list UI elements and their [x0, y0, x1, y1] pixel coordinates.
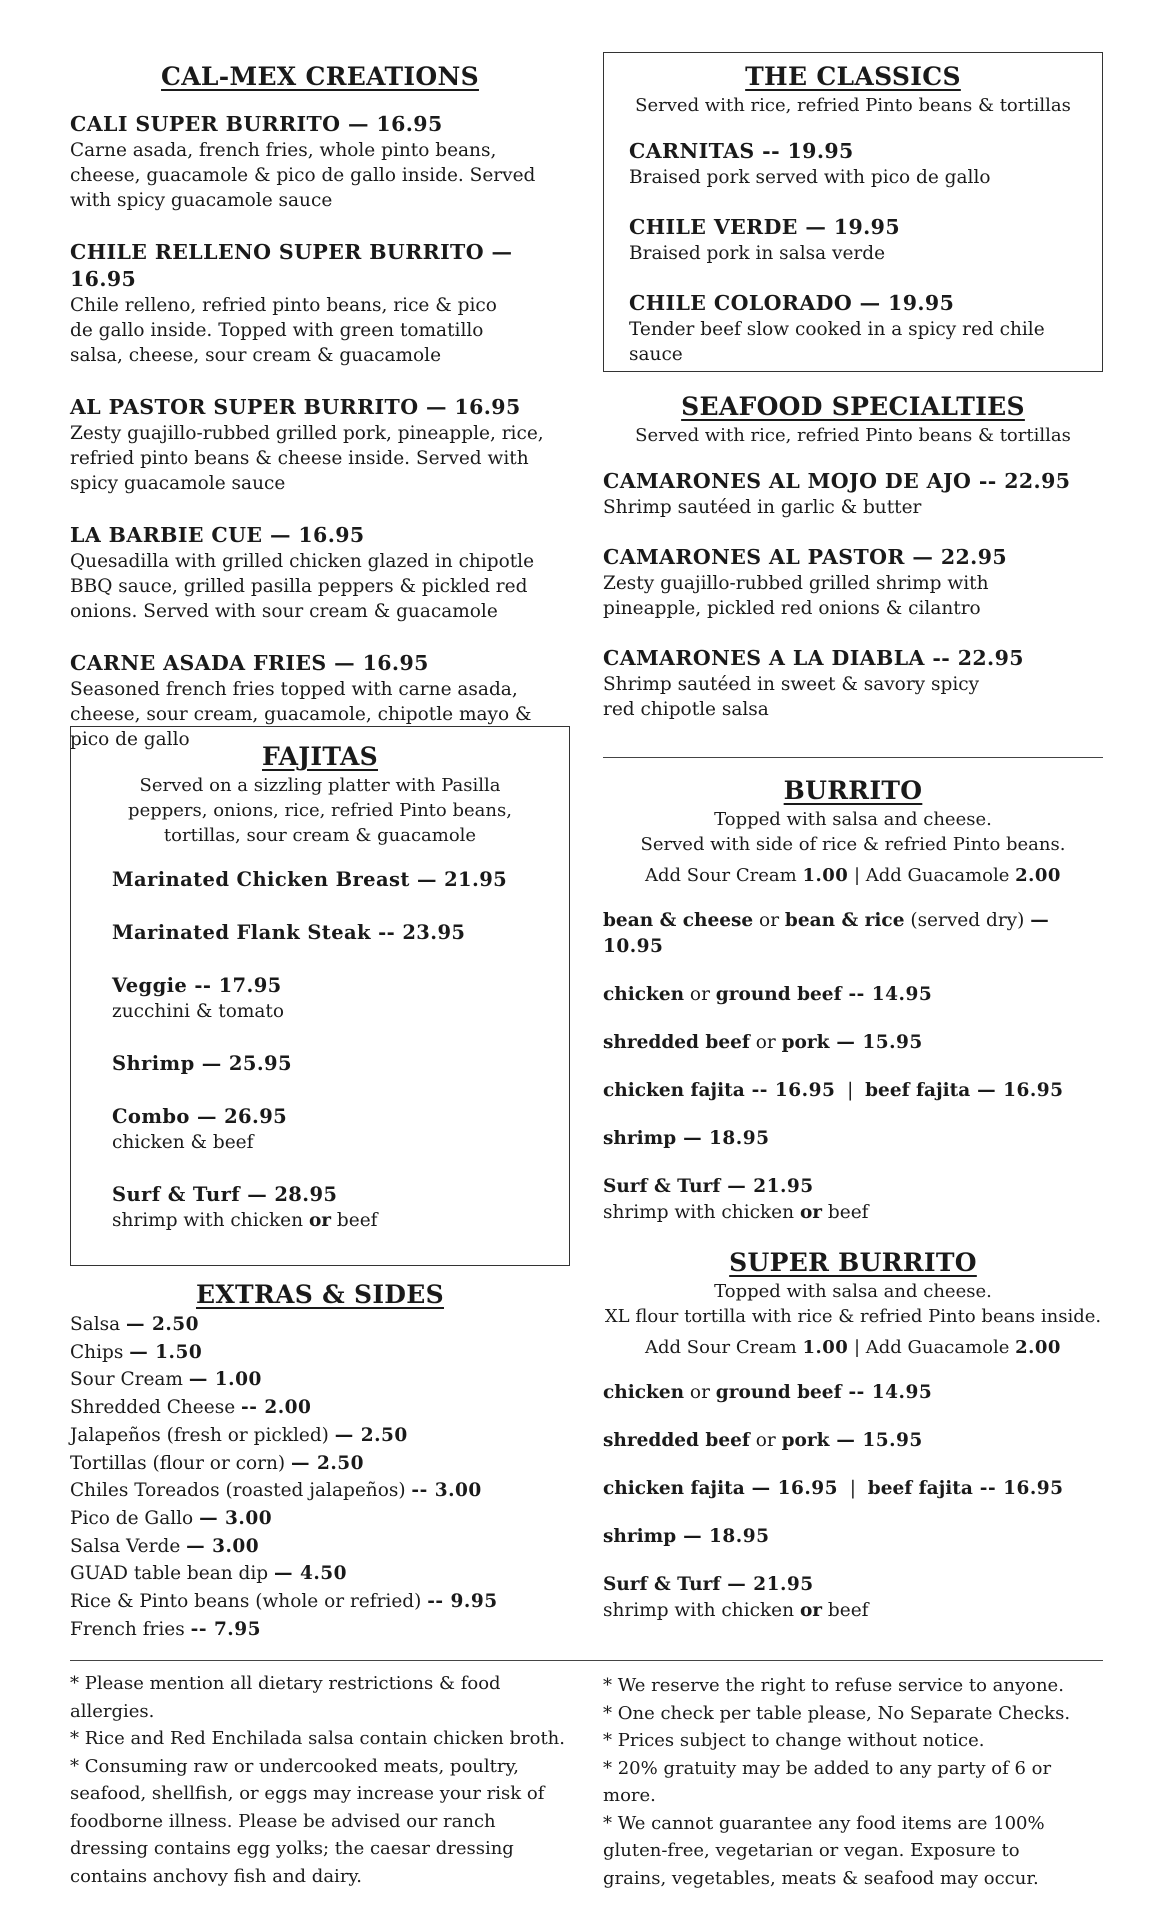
side-item — [70, 1505, 570, 1533]
side-item — [70, 1311, 570, 1339]
addon-label: Add Sour Cream — [645, 1337, 803, 1358]
row-note: (served dry) — [904, 910, 1031, 931]
item-desc: Shrimp sautéed in sweet & savory spicy red chipotle salsa — [603, 674, 980, 720]
row-label: shredded beef — [603, 1430, 750, 1451]
row-label: bean & cheese — [603, 910, 754, 931]
footer-note: * One check per table please, No Separate Checks. — [603, 1702, 1071, 1724]
row-label: Surf & Turf — [603, 1176, 721, 1197]
item-desc: Seasoned french fries topped with carne asada, cheese, sour cream, guacamole, chipotle mayo & pico de gallo — [70, 679, 532, 750]
fajita-item — [112, 972, 570, 1024]
desc-text: beef — [331, 1210, 378, 1231]
menu-item — [603, 544, 1103, 621]
divider-footer — [70, 1660, 1103, 1661]
item-title: CHILE VERDE — 19.95 — [629, 215, 900, 239]
side-name: Chiles Toreados (roasted jalapeños) — [70, 1480, 412, 1502]
row-price: — 15.95 — [829, 1430, 923, 1451]
row-sep: or — [749, 1430, 782, 1451]
side-price: — 2.50 — [126, 1314, 200, 1335]
row-price: — 10.95 — [603, 910, 1050, 957]
addon-price: 1.00 — [802, 1337, 849, 1358]
item-desc: Carne asada, french fries, whole pinto beans, cheese, guacamole & pico de gallo inside. Served with spicy guacamole sauce — [70, 140, 536, 211]
addon-price: 2.00 — [1015, 865, 1061, 886]
fajitas-title: FAJITAS — [262, 742, 378, 771]
item-title: CALI SUPER BURRITO — 16.95 — [70, 112, 443, 136]
item-desc: chicken & beef — [112, 1132, 254, 1153]
side-price: — 1.50 — [129, 1341, 203, 1363]
super-sub1: Topped with salsa and cheese. — [714, 1281, 992, 1302]
super-addons — [603, 1335, 1103, 1360]
item-desc — [112, 1208, 570, 1233]
item-title: LA BARBIE CUE — 16.95 — [70, 523, 365, 547]
item-title: CARNE ASADA FRIES — 16.95 — [70, 651, 429, 675]
side-item — [70, 1616, 570, 1644]
side-item — [70, 1477, 570, 1505]
burrito-row — [603, 1078, 1103, 1104]
row-price: -- 16.95 — [972, 1478, 1064, 1499]
footer-left-notes — [70, 1670, 570, 1890]
side-price: — 2.50 — [334, 1424, 408, 1446]
menu-item — [629, 138, 1103, 190]
seafood-title: SEAFOOD SPECIALTIES — [681, 392, 1025, 421]
burrito-title: BURRITO — [783, 776, 923, 805]
footer-note: * 20% gratuity may be added to any party of 6 or more. — [603, 1757, 1052, 1806]
burrito-row — [603, 1030, 1103, 1056]
super-row — [603, 1572, 1103, 1598]
side-price: — 4.50 — [274, 1563, 348, 1585]
super-burrito-section — [603, 1248, 1103, 1624]
burrito-row — [603, 908, 1103, 960]
menu-item — [70, 394, 570, 496]
menu-item — [603, 468, 1103, 520]
side-item — [70, 1422, 570, 1450]
row-sep: or — [753, 910, 785, 931]
item-title: Marinated Flank Steak -- 23.95 — [112, 921, 466, 944]
row-label: shrimp — [603, 1128, 677, 1149]
row-label: chicken fajita — [603, 1478, 745, 1499]
row-sep: | — [835, 1080, 866, 1101]
super-row-desc — [603, 1598, 1103, 1624]
menu-item — [70, 111, 570, 213]
super-row — [603, 1476, 1103, 1502]
side-item — [70, 1588, 570, 1616]
footer-note: * We reserve the right to refuse service to anyone. — [603, 1675, 1064, 1696]
side-item — [70, 1533, 570, 1561]
menu-item — [629, 214, 1103, 266]
row-price: -- 16.95 — [744, 1080, 836, 1101]
row-label: chicken fajita — [603, 1080, 745, 1101]
side-item — [70, 1394, 570, 1422]
desc-text: shrimp with chicken — [603, 1202, 800, 1223]
side-name: Pico de Gallo — [70, 1507, 200, 1529]
item-title: CAMARONES AL PASTOR — 22.95 — [603, 545, 1008, 569]
side-name: GUAD table bean dip — [70, 1563, 275, 1585]
item-desc: Braised pork in salsa verde — [629, 243, 886, 264]
item-desc: zucchini & tomato — [112, 1001, 284, 1022]
addon-label: | Add Guacamole — [848, 865, 1016, 886]
fajitas-section — [70, 742, 570, 1233]
side-name: Salsa — [70, 1314, 127, 1335]
side-item — [70, 1560, 570, 1588]
side-name: Sour Cream — [70, 1369, 189, 1391]
fajita-item — [112, 919, 570, 946]
row-label: chicken — [603, 984, 685, 1005]
side-name: Tortillas (flour or corn) — [70, 1452, 292, 1474]
desc-or: or — [308, 1210, 332, 1231]
row-sep: or — [749, 1032, 782, 1053]
side-name: French fries — [70, 1618, 191, 1640]
row-price: — 18.95 — [676, 1526, 770, 1547]
item-desc: Zesty guajillo-rubbed grilled pork, pineapple, rice, refried pinto beans & cheese inside. Served with spicy guacamole sauce — [70, 423, 544, 494]
burrito-addons — [603, 863, 1103, 888]
row-price: — 21.95 — [720, 1176, 814, 1197]
footer-note: * We cannot guarantee any food items are 100% gluten-free, vegetarian or vegan. Exposure to grains, vegetables, meats & seafood may occur. — [603, 1812, 1045, 1889]
side-name: Jalapeños (fresh or pickled) — [70, 1424, 335, 1446]
item-title: CHILE COLORADO — 19.95 — [629, 291, 955, 315]
side-price: — 3.00 — [186, 1535, 260, 1557]
row-label: shredded beef — [603, 1032, 750, 1053]
row-label: Surf & Turf — [603, 1574, 721, 1595]
menu-item — [70, 650, 570, 752]
item-desc: Quesadilla with grilled chicken glazed in chipotle BBQ sauce, grilled pasilla peppers & pickled red onions. Served with sour cream & guacamole — [70, 551, 535, 622]
item-title: CAMARONES A LA DIABLA -- 22.95 — [603, 646, 1024, 670]
desc-text: shrimp with chicken — [112, 1210, 309, 1231]
row-label: pork — [781, 1032, 830, 1053]
menu-item — [629, 290, 1103, 367]
super-row — [603, 1524, 1103, 1550]
desc-or: or — [799, 1202, 823, 1223]
row-label: beef fajita — [867, 1478, 973, 1499]
addon-label: Add Sour Cream — [645, 865, 803, 886]
row-price: -- 14.95 — [841, 984, 933, 1005]
row-label: ground beef — [715, 1382, 842, 1403]
item-title: Marinated Chicken Breast — 21.95 — [112, 868, 508, 891]
item-desc: Chile relleno, refried pinto beans, rice & pico de gallo inside. Topped with green tomatillo salsa, cheese, sour cream & guacamole — [70, 295, 497, 366]
row-price: — 16.95 — [744, 1478, 838, 1499]
extras-title: EXTRAS & SIDES — [196, 1280, 444, 1309]
menu-item — [70, 522, 570, 624]
footer-note: * Rice and Red Enchilada salsa contain chicken broth. — [70, 1728, 565, 1749]
item-title: Surf & Turf — 28.95 — [112, 1183, 338, 1206]
side-price: -- 3.00 — [411, 1480, 482, 1502]
side-price: -- 9.95 — [427, 1591, 498, 1613]
burrito-row — [603, 1174, 1103, 1200]
row-label: chicken — [603, 1382, 685, 1403]
burrito-sub1: Topped with salsa and cheese. — [714, 809, 992, 830]
footer-note: * Please mention all dietary restrictions & food allergies. — [70, 1673, 501, 1722]
side-name: Rice & Pinto beans (whole or refried) — [70, 1591, 428, 1613]
row-price: — 16.95 — [970, 1080, 1064, 1101]
item-title: CAMARONES AL MOJO DE AJO -- 22.95 — [603, 469, 1071, 493]
super-burrito-title: SUPER BURRITO — [729, 1248, 977, 1277]
footer-note: * Consuming raw or undercooked meats, poultry, seafood, shellfish, or eggs may increase your risk of foodborne illness. Please be advised our ranch dressing contains egg yolks; the caesar dressing contains anchovy fish and dairy. — [70, 1755, 545, 1887]
item-title: Veggie -- 17.95 — [112, 974, 282, 997]
item-title: Shrimp — 25.95 — [112, 1052, 292, 1075]
divider-right-upper — [603, 757, 1103, 758]
row-label: pork — [781, 1430, 830, 1451]
burrito-row — [603, 1126, 1103, 1152]
item-desc: Zesty guajillo-rubbed grilled shrimp with pineapple, pickled red onions & cilantro — [603, 573, 989, 619]
desc-text: beef — [822, 1600, 869, 1621]
fajita-item — [112, 1050, 570, 1077]
super-row — [603, 1380, 1103, 1406]
row-price: — 18.95 — [676, 1128, 770, 1149]
menu-item — [70, 239, 570, 368]
row-label: bean & rice — [784, 910, 905, 931]
side-price: — 2.50 — [291, 1452, 365, 1474]
row-price: -- 14.95 — [841, 1382, 933, 1403]
fajitas-subtitle: Served on a sizzling platter with Pasilla peppers, onions, rice, refried Pinto beans, tortillas, sour cream & guacamole — [128, 775, 512, 846]
footer-note: * Prices subject to change without notice. — [603, 1730, 985, 1751]
row-label: shrimp — [603, 1526, 677, 1547]
addon-price: 1.00 — [802, 865, 849, 886]
classics-section — [603, 62, 1103, 367]
side-price: -- 7.95 — [190, 1618, 261, 1640]
item-title: Combo — 26.95 — [112, 1105, 288, 1128]
item-title: CHILE RELLENO SUPER BURRITO — 16.95 — [70, 240, 513, 291]
footer-right-notes — [603, 1672, 1103, 1892]
row-sep: | — [838, 1478, 868, 1499]
burrito-row-desc — [603, 1200, 1103, 1226]
fajita-item — [112, 1181, 570, 1233]
row-label: ground beef — [715, 984, 842, 1005]
row-sep: or — [684, 1382, 716, 1403]
burrito-sub2: Served with side of rice & refried Pinto beans. — [640, 834, 1066, 855]
fajita-item — [112, 1103, 570, 1155]
item-title: CARNITAS -- 19.95 — [629, 139, 854, 163]
item-desc: Tender beef slow cooked in a spicy red chile sauce — [629, 319, 1045, 365]
seafood-section — [603, 392, 1103, 722]
row-price: — 21.95 — [720, 1574, 814, 1595]
calmex-section — [70, 62, 570, 778]
side-item — [70, 1450, 570, 1478]
row-label: beef fajita — [865, 1080, 971, 1101]
side-item — [70, 1366, 570, 1394]
burrito-row — [603, 982, 1103, 1008]
side-item — [70, 1339, 570, 1367]
fajita-item — [112, 866, 570, 893]
desc-or: or — [799, 1600, 823, 1621]
menu-item — [603, 645, 1103, 722]
classics-subtitle: Served with rice, refried Pinto beans & tortillas — [635, 95, 1071, 116]
super-row — [603, 1428, 1103, 1454]
item-title: AL PASTOR SUPER BURRITO — 16.95 — [70, 395, 521, 419]
calmex-title: CAL-MEX CREATIONS — [161, 62, 479, 91]
item-desc: Shrimp sautéed in garlic & butter — [603, 497, 922, 518]
addon-price: 2.00 — [1015, 1337, 1061, 1358]
desc-text: beef — [822, 1202, 869, 1223]
side-price: — 3.00 — [199, 1507, 273, 1529]
row-sep: or — [684, 984, 716, 1005]
side-name: Chips — [70, 1341, 130, 1363]
side-name: Salsa Verde — [70, 1535, 187, 1557]
super-sub2: XL flour tortilla with rice & refried Pinto beans inside. — [604, 1306, 1102, 1327]
addon-label: | Add Guacamole — [848, 1337, 1016, 1358]
classics-title: THE CLASSICS — [745, 62, 961, 91]
side-name: Shredded Cheese — [70, 1397, 242, 1419]
side-price: -- 2.00 — [241, 1397, 312, 1419]
extras-section — [70, 1280, 570, 1643]
row-price: — 15.95 — [829, 1032, 923, 1053]
desc-text: shrimp with chicken — [603, 1600, 800, 1621]
seafood-subtitle: Served with rice, refried Pinto beans & tortillas — [635, 425, 1071, 446]
side-price: — 1.00 — [188, 1369, 262, 1391]
item-desc: Braised pork served with pico de gallo — [629, 167, 991, 188]
burrito-section — [603, 776, 1103, 1226]
